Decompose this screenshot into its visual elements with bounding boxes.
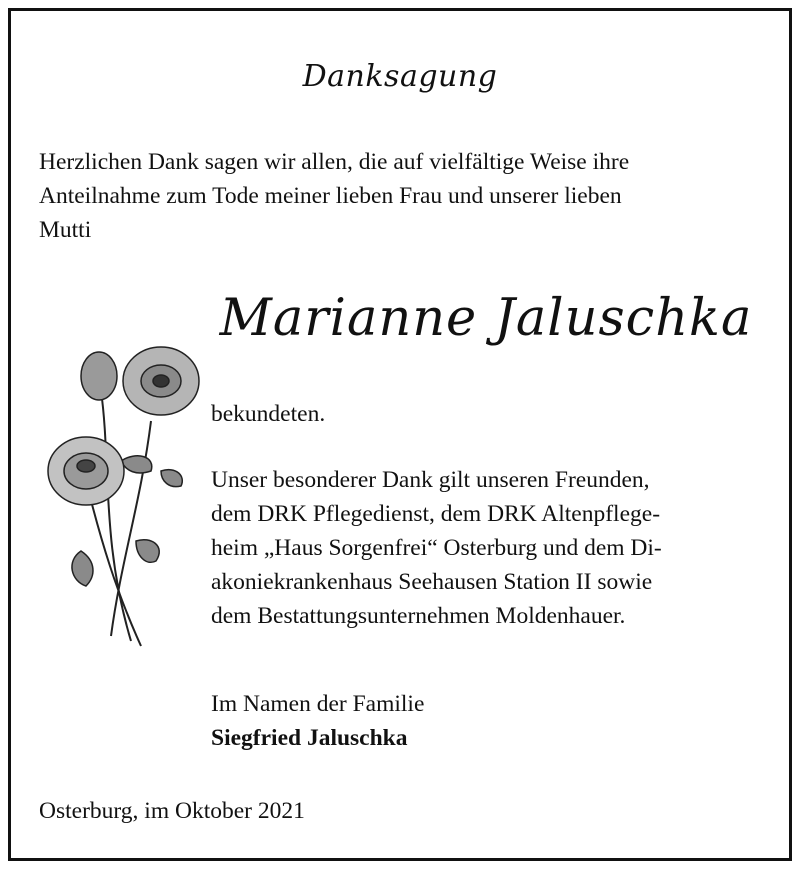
thanks-line: dem Bestattungsunternehmen Moldenhauer. bbox=[211, 603, 626, 629]
thanks-line: Unser besonderer Dank gilt unseren Freunden, bbox=[211, 467, 650, 493]
thanks-line: akoniekrankenhaus Seehausen Station II sowie bbox=[211, 569, 653, 595]
intro-line: Herzlichen Dank sagen wir allen, die auf vielfältige Weise ihre bbox=[39, 149, 630, 175]
thanks-text bbox=[211, 463, 771, 633]
notice-frame bbox=[8, 8, 792, 861]
signer-name: Siegfried Jaluschka bbox=[211, 725, 408, 751]
thanks-line: dem DRK Pflegedienst, dem DRK Altenpflege- bbox=[211, 501, 661, 527]
heading: Danksagung bbox=[302, 59, 498, 94]
roses-illustration bbox=[41, 341, 211, 651]
thanks-line: heim „Haus Sorgenfrei“ Osterburg und dem Di- bbox=[211, 535, 662, 561]
intro-line: Anteilnahme zum Tode meiner lieben Frau und unserer lieben bbox=[39, 183, 622, 209]
bekundeten-text: bekundeten. bbox=[211, 401, 326, 427]
deceased-name: Marianne Jaluschka bbox=[219, 289, 753, 348]
intro-line: Mutti bbox=[39, 217, 92, 243]
family-intro: Im Namen der Familie bbox=[211, 691, 425, 717]
family-signature bbox=[211, 687, 771, 755]
place-date: Osterburg, im Oktober 2021 bbox=[39, 798, 305, 824]
intro-text bbox=[39, 145, 774, 247]
